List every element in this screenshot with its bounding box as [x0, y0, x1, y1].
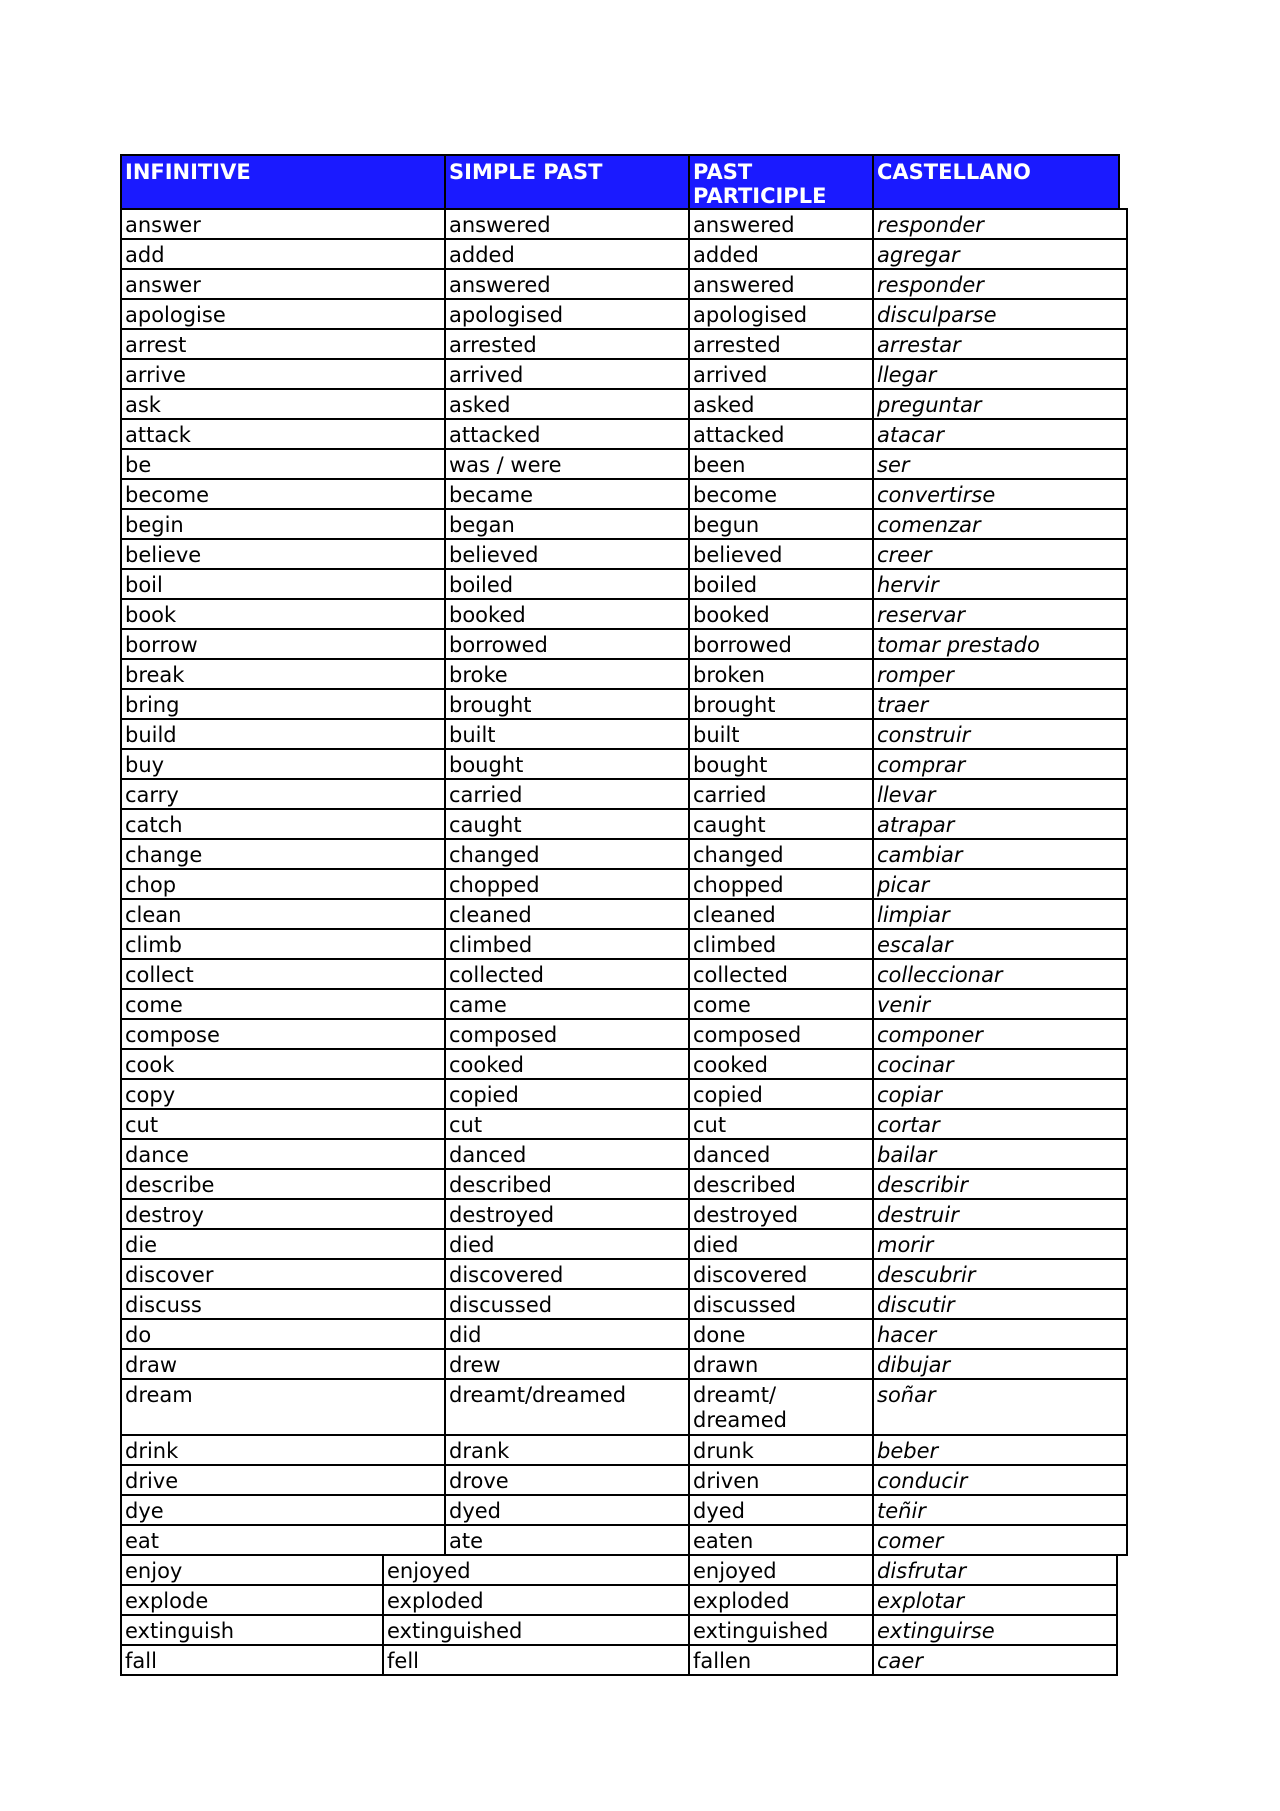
cell-simple-past: added: [444, 238, 690, 270]
cell-castellano: cambiar: [872, 838, 1128, 870]
cell-castellano: escalar: [872, 928, 1128, 960]
cell-simple-past: dreamt/dreamed: [444, 1378, 690, 1436]
cell-past-participle: drawn: [688, 1348, 874, 1380]
cell-castellano: romper: [872, 658, 1128, 690]
cell-castellano: traer: [872, 688, 1128, 720]
cell-past-participle: arrived: [688, 358, 874, 390]
cell-simple-past: extinguished: [382, 1614, 690, 1646]
cell-infinitive: climb: [120, 928, 446, 960]
cell-simple-past: described: [444, 1168, 690, 1200]
cell-infinitive: become: [120, 478, 446, 510]
cell-castellano: extinguirse: [872, 1614, 1118, 1646]
cell-past-participle: done: [688, 1318, 874, 1350]
cell-infinitive: draw: [120, 1348, 446, 1380]
cell-infinitive: destroy: [120, 1198, 446, 1230]
cell-infinitive: answer: [120, 208, 446, 240]
cell-simple-past: became: [444, 478, 690, 510]
cell-simple-past: discovered: [444, 1258, 690, 1290]
cell-castellano: soñar: [872, 1378, 1128, 1436]
cell-castellano: hacer: [872, 1318, 1128, 1350]
cell-past-participle: discovered: [688, 1258, 874, 1290]
cell-simple-past: exploded: [382, 1584, 690, 1616]
cell-simple-past: drank: [444, 1434, 690, 1466]
cell-past-participle: composed: [688, 1018, 874, 1050]
cell-past-participle: asked: [688, 388, 874, 420]
cell-simple-past: died: [444, 1228, 690, 1260]
cell-past-participle: caught: [688, 808, 874, 840]
cell-infinitive: catch: [120, 808, 446, 840]
header-simple-past: SIMPLE PAST: [444, 154, 690, 210]
cell-past-participle: chopped: [688, 868, 874, 900]
cell-castellano: ser: [872, 448, 1128, 480]
header-castellano: CASTELLANO: [872, 154, 1120, 210]
cell-past-participle: danced: [688, 1138, 874, 1170]
cell-castellano: disculparse: [872, 298, 1128, 330]
cell-past-participle: answered: [688, 268, 874, 300]
cell-past-participle: believed: [688, 538, 874, 570]
cell-infinitive: arrive: [120, 358, 446, 390]
cell-past-participle: built: [688, 718, 874, 750]
cell-infinitive: bring: [120, 688, 446, 720]
cell-infinitive: be: [120, 448, 446, 480]
cell-infinitive: believe: [120, 538, 446, 570]
cell-simple-past: drove: [444, 1464, 690, 1496]
header-past-participle: PAST PARTICIPLE: [688, 154, 874, 210]
cell-past-participle: dreamt/ dreamed: [688, 1378, 874, 1436]
cell-infinitive: build: [120, 718, 446, 750]
header-infinitive: INFINITIVE: [120, 154, 446, 210]
cell-castellano: comenzar: [872, 508, 1128, 540]
cell-infinitive: come: [120, 988, 446, 1020]
cell-past-participle: driven: [688, 1464, 874, 1496]
cell-past-participle: brought: [688, 688, 874, 720]
cell-simple-past: came: [444, 988, 690, 1020]
cell-infinitive: collect: [120, 958, 446, 990]
cell-past-participle: broken: [688, 658, 874, 690]
cell-simple-past: brought: [444, 688, 690, 720]
cell-simple-past: apologised: [444, 298, 690, 330]
cell-simple-past: attacked: [444, 418, 690, 450]
cell-simple-past: drew: [444, 1348, 690, 1380]
cell-simple-past: boiled: [444, 568, 690, 600]
cell-infinitive: answer: [120, 268, 446, 300]
cell-castellano: responder: [872, 208, 1128, 240]
cell-infinitive: dance: [120, 1138, 446, 1170]
cell-castellano: comer: [872, 1524, 1128, 1556]
cell-past-participle: boiled: [688, 568, 874, 600]
cell-simple-past: did: [444, 1318, 690, 1350]
cell-infinitive: enjoy: [120, 1554, 384, 1586]
cell-infinitive: carry: [120, 778, 446, 810]
cell-infinitive: eat: [120, 1524, 446, 1556]
cell-simple-past: answered: [444, 208, 690, 240]
cell-infinitive: copy: [120, 1078, 446, 1110]
cell-infinitive: die: [120, 1228, 446, 1260]
cell-infinitive: describe: [120, 1168, 446, 1200]
cell-infinitive: attack: [120, 418, 446, 450]
cell-past-participle: carried: [688, 778, 874, 810]
cell-simple-past: collected: [444, 958, 690, 990]
cell-castellano: discutir: [872, 1288, 1128, 1320]
cell-simple-past: broke: [444, 658, 690, 690]
cell-simple-past: arrived: [444, 358, 690, 390]
cell-simple-past: fell: [382, 1644, 690, 1676]
cell-past-participle: fallen: [688, 1644, 874, 1676]
cell-past-participle: added: [688, 238, 874, 270]
cell-past-participle: cut: [688, 1108, 874, 1140]
cell-simple-past: booked: [444, 598, 690, 630]
cell-infinitive: boil: [120, 568, 446, 600]
cell-infinitive: change: [120, 838, 446, 870]
cell-castellano: cortar: [872, 1108, 1128, 1140]
cell-infinitive: cut: [120, 1108, 446, 1140]
cell-simple-past: began: [444, 508, 690, 540]
cell-castellano: limpiar: [872, 898, 1128, 930]
cell-castellano: creer: [872, 538, 1128, 570]
cell-past-participle: cooked: [688, 1048, 874, 1080]
cell-simple-past: climbed: [444, 928, 690, 960]
cell-past-participle: apologised: [688, 298, 874, 330]
cell-castellano: copiar: [872, 1078, 1128, 1110]
cell-past-participle: drunk: [688, 1434, 874, 1466]
cell-infinitive: break: [120, 658, 446, 690]
cell-castellano: cocinar: [872, 1048, 1128, 1080]
cell-simple-past: changed: [444, 838, 690, 870]
cell-simple-past: asked: [444, 388, 690, 420]
cell-castellano: preguntar: [872, 388, 1128, 420]
cell-simple-past: borrowed: [444, 628, 690, 660]
cell-infinitive: dye: [120, 1494, 446, 1526]
cell-castellano: morir: [872, 1228, 1128, 1260]
cell-castellano: construir: [872, 718, 1128, 750]
cell-past-participle: dyed: [688, 1494, 874, 1526]
cell-simple-past: cut: [444, 1108, 690, 1140]
cell-past-participle: come: [688, 988, 874, 1020]
cell-simple-past: arrested: [444, 328, 690, 360]
cell-castellano: describir: [872, 1168, 1128, 1200]
cell-past-participle: exploded: [688, 1584, 874, 1616]
cell-simple-past: dyed: [444, 1494, 690, 1526]
cell-past-participle: booked: [688, 598, 874, 630]
cell-past-participle: enjoyed: [688, 1554, 874, 1586]
cell-infinitive: clean: [120, 898, 446, 930]
cell-castellano: colleccionar: [872, 958, 1128, 990]
cell-simple-past: cleaned: [444, 898, 690, 930]
cell-castellano: tomar prestado: [872, 628, 1128, 660]
cell-simple-past: copied: [444, 1078, 690, 1110]
cell-infinitive: book: [120, 598, 446, 630]
cell-infinitive: borrow: [120, 628, 446, 660]
cell-infinitive: fall: [120, 1644, 384, 1676]
cell-castellano: venir: [872, 988, 1128, 1020]
cell-simple-past: caught: [444, 808, 690, 840]
cell-simple-past: enjoyed: [382, 1554, 690, 1586]
cell-past-participle: discussed: [688, 1288, 874, 1320]
cell-castellano: bailar: [872, 1138, 1128, 1170]
cell-castellano: hervir: [872, 568, 1128, 600]
cell-infinitive: discover: [120, 1258, 446, 1290]
cell-castellano: disfrutar: [872, 1554, 1118, 1586]
cell-simple-past: discussed: [444, 1288, 690, 1320]
cell-past-participle: eaten: [688, 1524, 874, 1556]
cell-castellano: destruir: [872, 1198, 1128, 1230]
cell-infinitive: begin: [120, 508, 446, 540]
cell-infinitive: discuss: [120, 1288, 446, 1320]
cell-past-participle: copied: [688, 1078, 874, 1110]
cell-infinitive: compose: [120, 1018, 446, 1050]
cell-simple-past: was / were: [444, 448, 690, 480]
cell-past-participle: arrested: [688, 328, 874, 360]
cell-past-participle: changed: [688, 838, 874, 870]
cell-simple-past: chopped: [444, 868, 690, 900]
cell-past-participle: answered: [688, 208, 874, 240]
cell-infinitive: drive: [120, 1464, 446, 1496]
cell-past-participle: cleaned: [688, 898, 874, 930]
cell-castellano: agregar: [872, 238, 1128, 270]
cell-simple-past: answered: [444, 268, 690, 300]
cell-castellano: explotar: [872, 1584, 1118, 1616]
cell-simple-past: danced: [444, 1138, 690, 1170]
cell-infinitive: cook: [120, 1048, 446, 1080]
cell-past-participle: become: [688, 478, 874, 510]
cell-infinitive: ask: [120, 388, 446, 420]
cell-castellano: conducir: [872, 1464, 1128, 1496]
cell-infinitive: do: [120, 1318, 446, 1350]
cell-simple-past: carried: [444, 778, 690, 810]
cell-castellano: responder: [872, 268, 1128, 300]
cell-castellano: picar: [872, 868, 1128, 900]
cell-castellano: arrestar: [872, 328, 1128, 360]
cell-infinitive: extinguish: [120, 1614, 384, 1646]
cell-castellano: componer: [872, 1018, 1128, 1050]
cell-past-participle: bought: [688, 748, 874, 780]
cell-simple-past: believed: [444, 538, 690, 570]
cell-simple-past: bought: [444, 748, 690, 780]
cell-simple-past: built: [444, 718, 690, 750]
cell-infinitive: add: [120, 238, 446, 270]
cell-simple-past: destroyed: [444, 1198, 690, 1230]
cell-past-participle: borrowed: [688, 628, 874, 660]
cell-castellano: descubrir: [872, 1258, 1128, 1290]
cell-past-participle: collected: [688, 958, 874, 990]
cell-infinitive: chop: [120, 868, 446, 900]
cell-simple-past: composed: [444, 1018, 690, 1050]
cell-past-participle: died: [688, 1228, 874, 1260]
cell-castellano: dibujar: [872, 1348, 1128, 1380]
cell-past-participle: climbed: [688, 928, 874, 960]
cell-infinitive: drink: [120, 1434, 446, 1466]
cell-past-participle: extinguished: [688, 1614, 874, 1646]
cell-castellano: convertirse: [872, 478, 1128, 510]
cell-past-participle: begun: [688, 508, 874, 540]
cell-infinitive: dream: [120, 1378, 446, 1436]
cell-simple-past: cooked: [444, 1048, 690, 1080]
cell-castellano: atrapar: [872, 808, 1128, 840]
cell-infinitive: explode: [120, 1584, 384, 1616]
cell-past-participle: been: [688, 448, 874, 480]
cell-castellano: atacar: [872, 418, 1128, 450]
cell-castellano: reservar: [872, 598, 1128, 630]
cell-past-participle: attacked: [688, 418, 874, 450]
cell-past-participle: described: [688, 1168, 874, 1200]
cell-castellano: caer: [872, 1644, 1118, 1676]
cell-infinitive: arrest: [120, 328, 446, 360]
cell-simple-past: ate: [444, 1524, 690, 1556]
cell-infinitive: buy: [120, 748, 446, 780]
cell-infinitive: apologise: [120, 298, 446, 330]
cell-past-participle: destroyed: [688, 1198, 874, 1230]
cell-castellano: llevar: [872, 778, 1128, 810]
cell-castellano: llegar: [872, 358, 1128, 390]
cell-castellano: comprar: [872, 748, 1128, 780]
cell-castellano: teñir: [872, 1494, 1128, 1526]
cell-castellano: beber: [872, 1434, 1128, 1466]
